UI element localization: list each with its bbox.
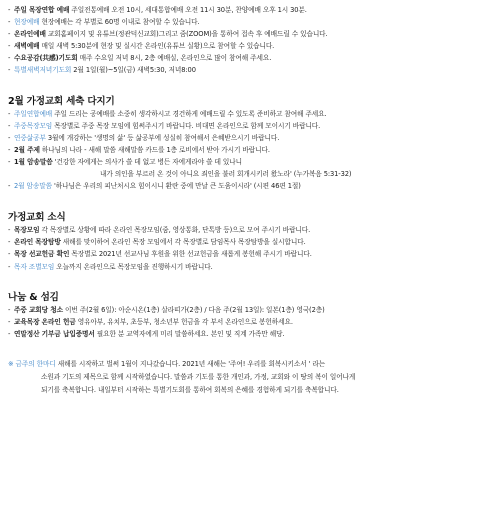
bullet-mark: -	[8, 250, 11, 259]
item-heading: 주중 교회당 청소	[14, 305, 63, 314]
list-item	[8, 120, 487, 132]
weekly-word-line-3: 되기를 축복합니다. 내일부터 시작하는 특별기도회를 통하여 회복의 은혜를 경험하게 되기를 축복합니다.	[41, 385, 339, 394]
item-text: 이번 주(2월 6일): 아순시온(1층) 살라띠가(2층) / 다음 주(2월 13일): 일본(1층) 영국(2층)	[62, 305, 325, 314]
item-heading: 온라인 목장탐방	[14, 238, 61, 247]
item-text: 주일 드리는 공예배를 소중히 생각하시고 경건하게 예배드릴 수 있도록 준비하고 참여해 주세요.	[52, 109, 327, 118]
item-heading: 주일연합예배	[14, 109, 53, 118]
item-text: 매일 새벽 5:30분에 현장 및 실시간 온라인(유튜브 실황)으로 참여할 수 있습니다.	[39, 42, 275, 51]
item-text: 2월 1일(월)~5일(금) 새벽5:30, 저녁8:00	[71, 66, 196, 75]
item-heading: 연중삶공부	[14, 133, 46, 142]
bullet-mark: -	[8, 42, 11, 51]
weekly-word-text-1: 새해를 시작하고 벌써 1월이 지나갔습니다. 2021년 새해는 '주여! 우리를 회복시키소서 ' 라는	[55, 359, 326, 368]
bullet-mark: -	[8, 66, 11, 75]
item-text: 새해를 맞이하여 온라인 목장 모임에서 각 목장별로 담임목사 목장탐방을 실시합니다.	[60, 238, 306, 247]
item-text: 현장예배는 각 부별로 60명 이내로 참여할 수 있습니다.	[39, 18, 200, 27]
bullet-mark: -	[8, 317, 11, 326]
list-item	[8, 132, 487, 144]
news-list	[8, 224, 487, 272]
item-heading: 주중목장모임	[14, 121, 53, 130]
bullet-mark: -	[8, 6, 11, 14]
list-item	[8, 261, 487, 273]
item-text: 영유아부, 유치부, 초등부, 청소년부 헌금을 각 부서 온라인으로 봉헌하세요.	[75, 317, 293, 326]
bullet-mark: -	[8, 226, 11, 235]
list-item	[8, 328, 487, 340]
item-text: '하나님은 우리의 피난처시요 힘이시니 환란 중에 만날 큰 도움이시라' (시편 46편 1절)	[51, 182, 301, 191]
item-text: 하나님의 나라 - 새해 말씀 새해말씀 카드를 1층 로비에서 받아 가시기 바랍니다.	[39, 145, 270, 154]
weekly-word-label: ※ 금주의 한마디	[8, 359, 56, 368]
sharing-list	[8, 304, 487, 340]
item-text: '건강한 자에게는 의사가 쓸 데 없고 병든 자에게라야 쓸 데 있나니	[52, 157, 242, 166]
memory-verse-continuation: 내가 의인을 부르러 온 것이 아니요 죄인을 불러 회개시키러 왔노라' (누가복음 5:31-32)	[100, 170, 352, 179]
list-item	[8, 144, 487, 156]
home-church-list	[8, 108, 487, 193]
list-item	[8, 4, 487, 16]
list-item	[8, 64, 487, 76]
item-text: 교회홈페이지 및 유튜브(정관덕신교회)그리고 줌(ZOOM)을 통하여 접속 후 예배드릴 수 있습니다.	[45, 30, 328, 39]
list-item	[8, 316, 487, 328]
item-heading: 2월 암송말씀	[14, 182, 52, 191]
bullet-mark: -	[8, 329, 11, 338]
bullet-mark: -	[8, 182, 11, 191]
item-text: 필요한 분 교역자에게 미리 말씀하세요. 본인 및 직계 가족만 해당.	[94, 329, 285, 338]
list-item	[8, 180, 487, 192]
item-text: 각 목장별로 상황에 따라 온라인 목장모임(줌, 영상통화, 단톡방 등)으로 모여 주시기 바랍니다.	[39, 226, 311, 235]
item-heading: 주일 목장연합 예배	[14, 6, 70, 14]
bullet-mark: -	[8, 262, 11, 271]
list-item	[8, 40, 487, 52]
list-item	[8, 236, 487, 248]
item-text: 주일전통예배 오전 10시, 세대통합예배 오전 11시 30분, 찬양예배 오후 1시 30분.	[69, 6, 307, 14]
list-item	[8, 248, 487, 260]
bullet-mark: -	[8, 54, 11, 63]
list-item	[8, 224, 487, 236]
list-item	[8, 156, 487, 168]
list-item	[8, 108, 487, 120]
item-heading: 연말정산 기부금 납입증명서	[14, 329, 95, 338]
item-text: 목장별로 주중 목장 모임에 힘써주시기 바랍니다. 비대면 온라인으로 함께 모이시기 바랍니다.	[52, 121, 321, 130]
item-text: 매주 수요일 저녁 8시, 2층 예배실, 온라인으로 많이 참여해 주세요.	[77, 54, 272, 63]
bullet-mark: -	[8, 30, 11, 39]
bullet-mark: -	[8, 18, 11, 27]
bullet-mark: -	[8, 305, 11, 314]
item-heading: 목장모임	[14, 226, 40, 235]
item-text: 목장별로 2021년 선교사님 후원을 위한 선교헌금을 새롭게 봉헌해 주시기 바랍니다.	[69, 250, 312, 259]
list-item	[8, 16, 487, 28]
item-heading: 2월 주제	[14, 145, 40, 154]
item-heading: 새벽예배	[14, 42, 40, 51]
section-title-home-church: 2월 가정교회 세축 다지기	[8, 95, 115, 107]
item-heading: 목장 선교헌금 확인	[14, 250, 70, 259]
worship-info-list	[8, 4, 487, 77]
list-item	[8, 304, 487, 316]
bullet-mark: -	[8, 157, 11, 166]
list-item	[8, 52, 487, 64]
list-item	[8, 28, 487, 40]
bullet-mark: -	[8, 109, 11, 118]
section-title-sharing: 나눔 & 섬김	[8, 291, 59, 303]
weekly-word-line-1	[8, 358, 487, 371]
weekly-word	[8, 358, 487, 397]
item-text: 오늘까지 온라인으로 목장모임을 진행하시기 바랍니다.	[54, 262, 213, 271]
item-heading: 수요공감(共感)기도회	[14, 54, 78, 63]
item-heading: 특별새벽저녁기도회	[14, 66, 72, 75]
weekly-word-line-2: 소원과 기도의 제목으로 함께 시작하였습니다. 말씀과 기도를 통한 개인과, 가정, 교회와 이 땅의 복이 일어나게	[41, 372, 356, 381]
bullet-mark: -	[8, 238, 11, 247]
item-heading: 목자 조별모임	[14, 262, 55, 271]
item-text: 3월에 개강하는 '생명의 삶' 등 삶공부에 성실히 참여해서 은혜받으시기 바랍니다.	[45, 133, 280, 142]
section-title-news: 가정교회 소식	[8, 212, 66, 224]
bullet-mark: -	[8, 133, 11, 142]
item-heading: 현장예배	[14, 18, 40, 27]
item-heading: 온라인예배	[14, 30, 46, 39]
item-heading: 교육목장 온라인 헌금	[14, 317, 76, 326]
item-heading: 1월 암송말씀	[14, 157, 53, 166]
bullet-mark: -	[8, 145, 11, 154]
bullet-mark: -	[8, 121, 11, 130]
